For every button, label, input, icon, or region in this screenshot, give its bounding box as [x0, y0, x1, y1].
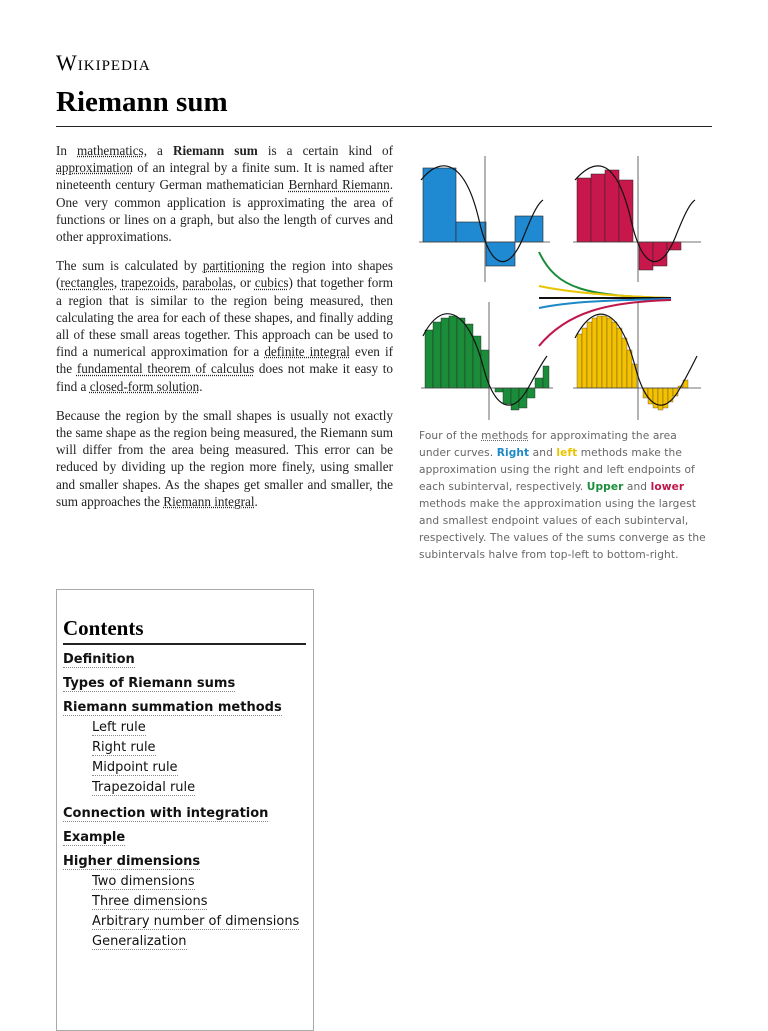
toc-item-types[interactable]: Types of Riemann sums — [63, 676, 236, 691]
toc-item-connection[interactable]: Connection with integration — [63, 806, 269, 821]
caption-right-label: Right — [496, 447, 530, 459]
link-riemann-integral[interactable]: Riemann integral — [163, 493, 255, 509]
toc-item-example[interactable]: Example — [63, 830, 126, 845]
toc-title: Contents — [63, 616, 306, 645]
link-methods[interactable]: methods — [481, 430, 529, 442]
caption-lower-label: lower — [650, 481, 685, 493]
toc-item-summation-methods[interactable]: Riemann summation methods — [63, 700, 282, 715]
paragraph-error: Because the region by the small shapes is usually not exactly the same shape as the region being measured, the Riemann sum will differ from the area being measured. This error can be reduced by dividing up the region more finely, using smaller and smaller shapes. As the shapes get smaller and smaller, the sum approaches the Riemann integral. — [56, 407, 393, 509]
link-bernhard-riemann[interactable]: Bernhard Riemann — [288, 177, 390, 193]
paragraph-calculation: The sum is calculated by partitioning the region into shapes (rectangles, trapezoids, parabolas, or cubics) that together form a region that is similar to the region being measured, then calculating the area for each of these shapes, and finally adding all of these small areas together. This approach can be used to find a numerical approximation for a definite integral even if the fundamental theorem of calculus does not make it easy to find a closed-form solution. — [56, 258, 394, 394]
link-mathematics[interactable]: mathematics — [77, 143, 144, 158]
toc-item-higher-dimensions[interactable]: Higher dimensions — [63, 854, 201, 869]
link-parabolas[interactable]: parabolas — [182, 275, 233, 291]
figure-caption: Four of the methods for approximating the area under curves. Right and left methods make the approximation using the right and left endpoints of each subinterval, respectively. Upper and lower methods make the approximation using the largest and smallest endpoint values of each subinterval, respectively. The values of the sums converge as the subintervals halve from top-left to bottom-right. — [419, 430, 706, 561]
toc-item-right-rule[interactable]: Right rule — [92, 740, 156, 755]
toc-item-trapezoidal-rule[interactable]: Trapezoidal rule — [92, 780, 196, 795]
toc-item-arbitrary-dimensions[interactable]: Arbitrary number of dimensions — [92, 914, 300, 929]
toc-list — [63, 650, 299, 952]
page-title: Riemann sum — [56, 86, 228, 118]
link-partitioning[interactable]: partitioning — [202, 258, 265, 274]
table-of-contents — [56, 589, 314, 1031]
link-closed-form-solution[interactable]: closed-form solution — [89, 378, 200, 394]
panel-upper-method — [421, 302, 553, 420]
link-fundamental-theorem[interactable]: fundamental theorem of calculus — [76, 361, 255, 377]
riemann-methods-figure[interactable] — [417, 150, 707, 420]
link-cubics[interactable]: cubics — [254, 275, 289, 291]
toc-item-three-dimensions[interactable]: Three dimensions — [92, 894, 208, 909]
toc-item-midpoint-rule[interactable]: Midpoint rule — [92, 760, 178, 775]
bold-term: Riemann sum — [172, 143, 258, 158]
link-approximation[interactable]: approximation — [56, 160, 133, 176]
panel-left-method — [573, 302, 701, 420]
caption-left-label: left — [556, 447, 578, 459]
link-rectangles[interactable]: rectangles — [60, 275, 114, 291]
toc-item-left-rule[interactable]: Left rule — [92, 720, 146, 735]
toc-item-generalization[interactable]: Generalization — [92, 934, 187, 949]
title-divider — [56, 126, 712, 127]
toc-item-definition[interactable]: Definition — [63, 652, 135, 667]
wikipedia-logo[interactable]: Wikipedia — [56, 50, 151, 75]
toc-item-two-dimensions[interactable]: Two dimensions — [92, 874, 195, 889]
panel-right-method — [419, 156, 550, 282]
article-body — [56, 142, 393, 522]
link-definite-integral[interactable]: definite integral — [264, 344, 350, 360]
paragraph-intro: In mathematics, a Riemann sum is a certain kind of approximation of an integral by a finite sum. It is named after nineteenth century German mathematician Bernhard Riemann. One very common application is approximating the area of functions or lines on a graph, but also the length of curves and other approximations. — [56, 143, 393, 245]
link-trapezoids[interactable]: trapezoids — [120, 275, 176, 291]
caption-upper-label: Upper — [586, 481, 624, 493]
panel-lower-method — [573, 156, 701, 282]
